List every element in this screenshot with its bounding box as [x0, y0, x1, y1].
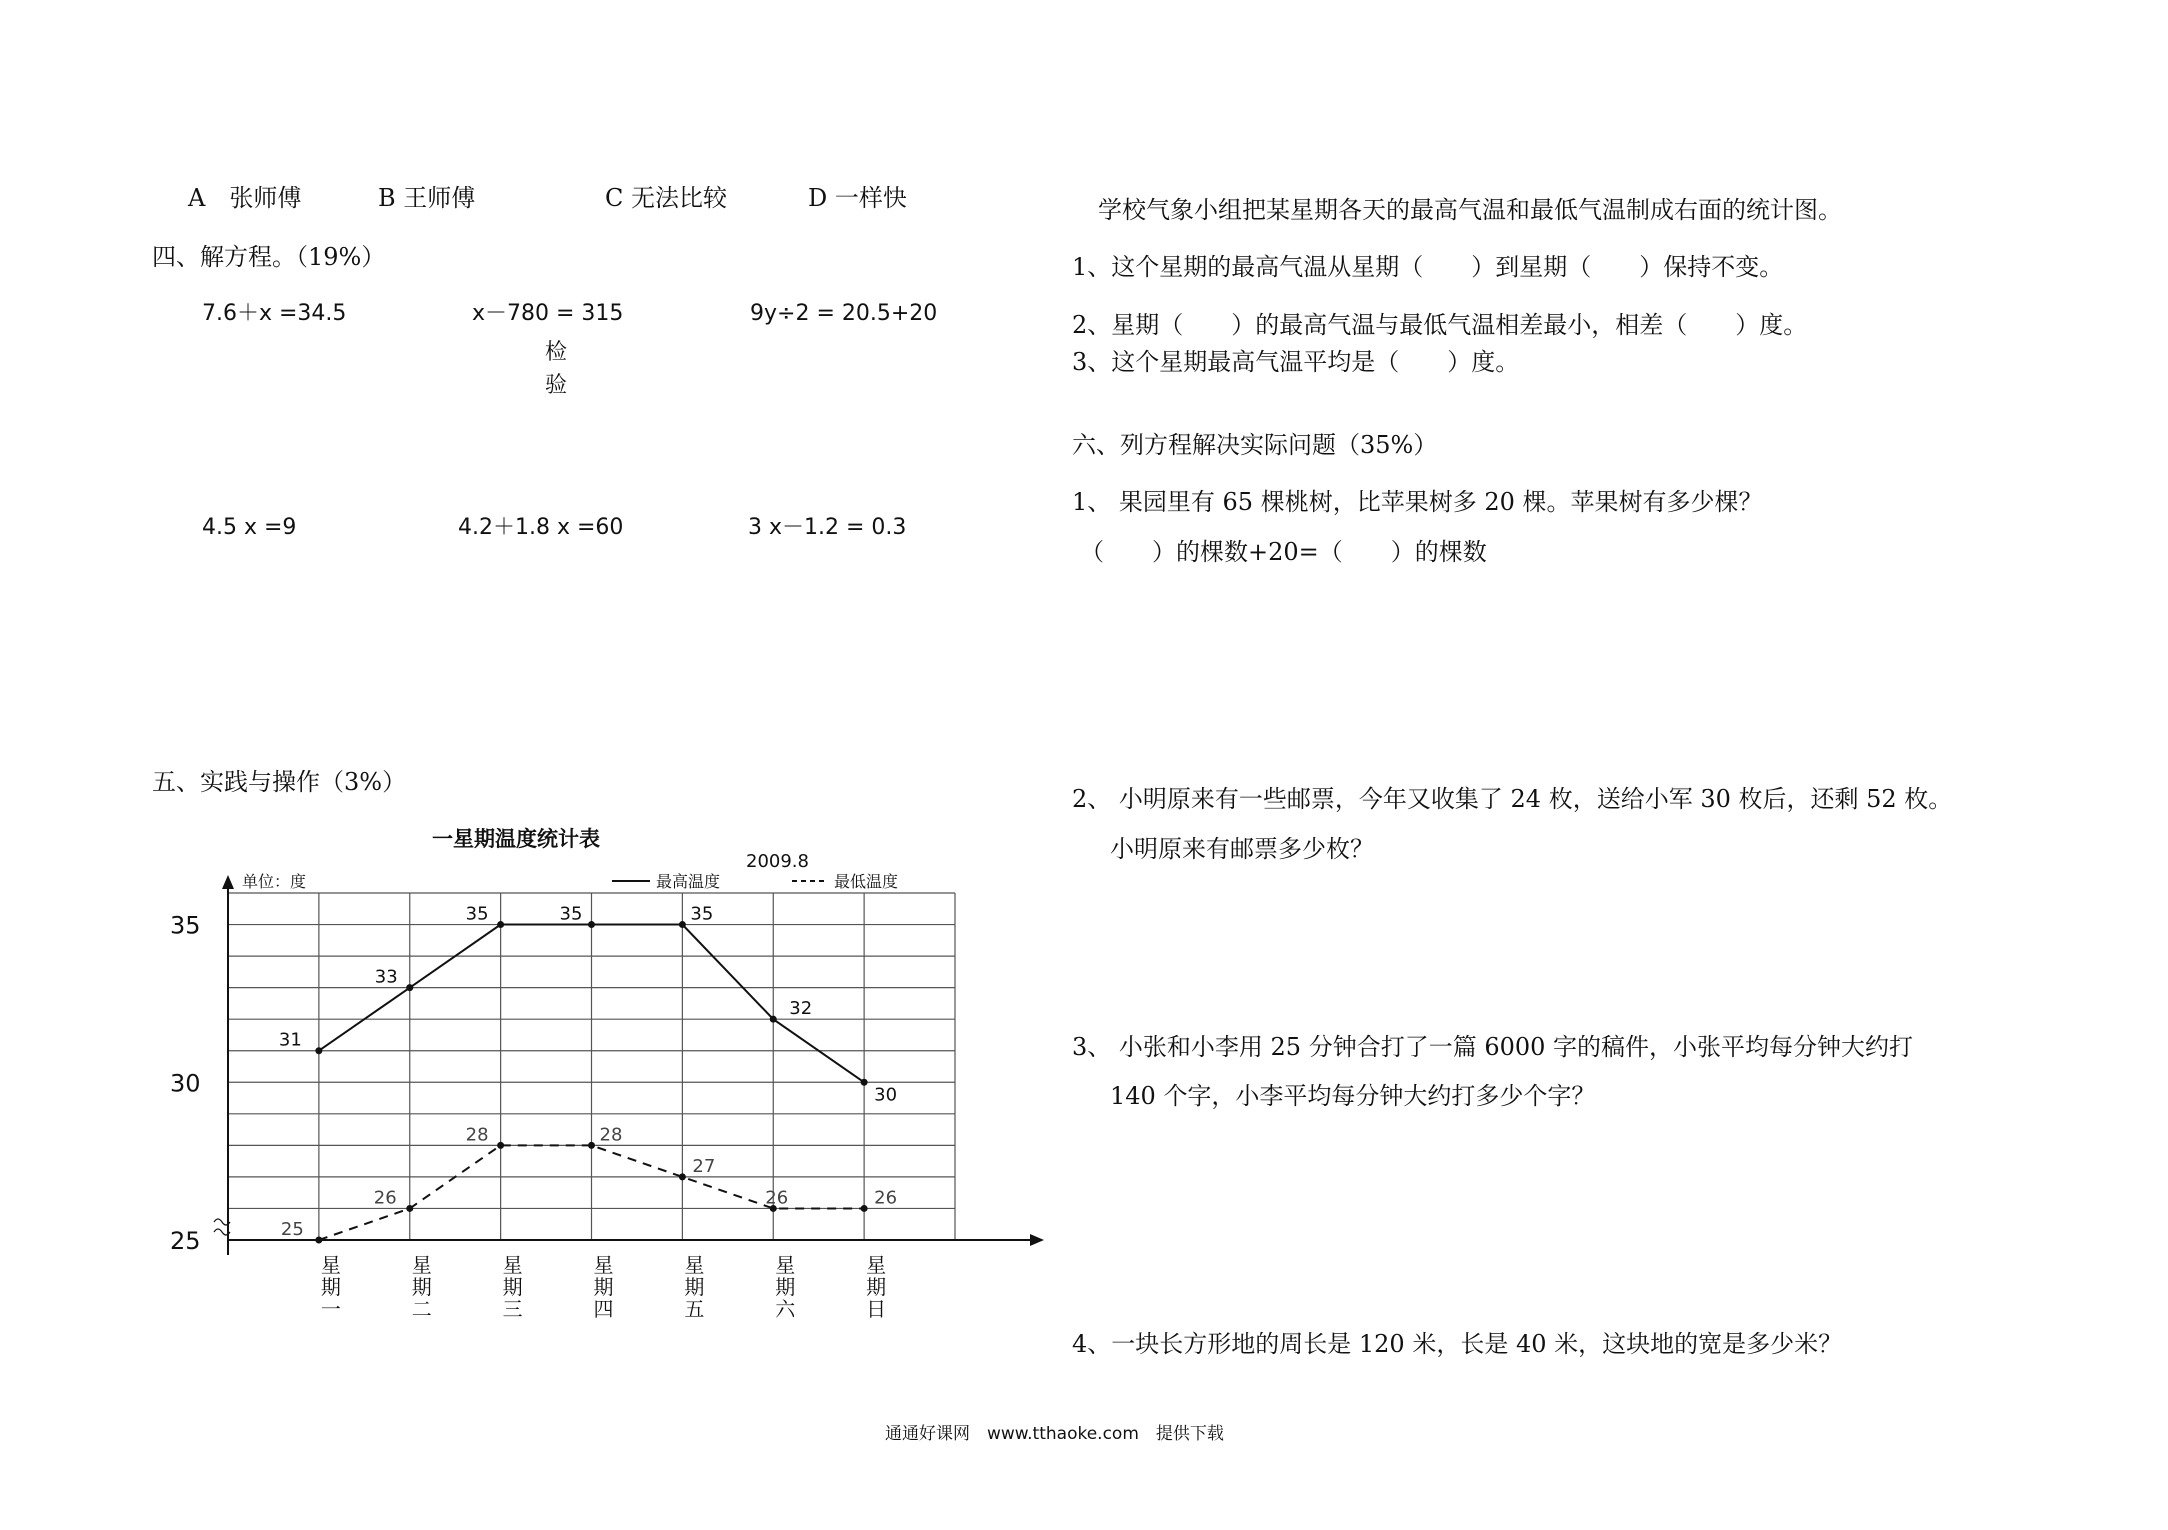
choice-b: B 王师傅 — [378, 184, 476, 212]
y-tick-label: 35 — [170, 911, 201, 940]
check-char-1: 检 — [545, 340, 568, 365]
data-label: 35 — [465, 903, 489, 925]
data-point — [406, 984, 413, 991]
data-label: 26 — [874, 1187, 898, 1209]
x-tick-label: 三 — [502, 1297, 523, 1321]
equation-5: 4.2＋1.8 x =60 — [458, 515, 624, 540]
problem-1-equation: （ ）的棵数+20=（ ）的棵数 — [1080, 538, 1487, 566]
legend-label-low: 最低温度 — [834, 872, 899, 891]
legend-label-high: 最高温度 — [656, 872, 721, 891]
x-tick-label: 星 — [411, 1253, 432, 1277]
problem-4: 4、一块长方形地的周长是 120 米，长是 40 米，这块地的宽是多少米？ — [1072, 1330, 1843, 1358]
x-tick-label: 期 — [411, 1275, 432, 1299]
temperature-line-chart — [160, 815, 1060, 1335]
x-tick-label: 六 — [775, 1297, 796, 1321]
data-point — [679, 1173, 686, 1180]
x-tick-label: 日 — [866, 1297, 887, 1321]
x-axis-arrow — [1030, 1234, 1044, 1246]
data-point — [588, 1142, 595, 1149]
equation-6: 3 x－1.2 = 0.3 — [748, 515, 907, 540]
x-tick-label: 星 — [684, 1253, 705, 1277]
choice-c: C 无法比较 — [605, 184, 727, 212]
x-tick-label: 期 — [866, 1275, 887, 1299]
equation-1: 7.6＋x =34.5 — [202, 301, 347, 326]
problem-1: 1、 果园里有 65 棵桃树，比苹果树多 20 棵。苹果树有多少棵？ — [1072, 488, 1763, 516]
chart-title: 一星期温度统计表 — [432, 827, 600, 851]
data-label: 33 — [374, 966, 398, 988]
choice-a: A 张师傅 — [188, 184, 302, 212]
data-point — [315, 1237, 322, 1244]
x-tick-label: 期 — [684, 1275, 705, 1299]
data-label: 28 — [465, 1124, 489, 1146]
x-tick-label: 四 — [593, 1297, 614, 1321]
data-point — [588, 921, 595, 928]
chart-unit: 单位：度 — [242, 872, 307, 891]
x-tick-label: 期 — [502, 1275, 523, 1299]
data-label: 27 — [692, 1155, 716, 1177]
data-label: 28 — [599, 1124, 623, 1146]
y-tick-label: 25 — [170, 1227, 201, 1255]
problem-2-line-1: 2、 小明原来有一些邮票，今年又收集了 24 枚，送给小军 30 枚后，还剩 52 枚。 — [1072, 785, 1953, 813]
check-char-2: 验 — [545, 373, 568, 398]
section6-title: 六、列方程解决实际问题（35%） — [1072, 431, 1438, 459]
data-label: 25 — [280, 1219, 304, 1240]
data-label: 31 — [278, 1029, 302, 1051]
x-tick-label: 星 — [502, 1253, 523, 1277]
choice-d: D 一样快 — [808, 184, 907, 212]
x-tick-label: 星 — [775, 1253, 796, 1277]
x-tick-label: 期 — [775, 1275, 796, 1299]
x-tick-label: 星 — [866, 1253, 887, 1277]
data-label: 26 — [765, 1187, 789, 1209]
data-label: 30 — [874, 1084, 898, 1106]
x-tick-label: 期 — [593, 1275, 614, 1299]
equation-3: 9y÷2 = 20.5+20 — [750, 301, 938, 326]
x-tick-label: 星 — [320, 1253, 341, 1277]
x-tick-label: 二 — [411, 1297, 432, 1321]
question-3: 3、这个星期最高气温平均是（ ）度。 — [1072, 348, 1520, 376]
equation-4: 4.5 x =9 — [202, 515, 297, 540]
question-1: 1、这个星期的最高气温从星期（ ）到星期（ ）保持不变。 — [1072, 253, 1784, 281]
chart-date: 2009.8 — [746, 851, 809, 872]
data-point — [679, 921, 686, 928]
problem-2-line-2: 小明原来有邮票多少枚？ — [1110, 835, 1374, 863]
data-point — [406, 1205, 413, 1212]
equation-2: x－780 = 315 — [472, 301, 624, 326]
question-2: 2、星期（ ）的最高气温与最低气温相差最小，相差（ ）度。 — [1072, 311, 1808, 339]
data-point — [861, 1205, 868, 1212]
y-axis-arrow — [222, 875, 234, 889]
data-point — [861, 1079, 868, 1086]
x-tick-label: 期 — [320, 1275, 341, 1299]
chart-intro: 学校气象小组把某星期各天的最高气温和最低气温制成右面的统计图。 — [1098, 196, 1842, 224]
data-point — [497, 1142, 504, 1149]
x-tick-label: 一 — [320, 1297, 341, 1321]
data-point — [497, 921, 504, 928]
x-tick-label: 五 — [684, 1297, 705, 1321]
data-label: 35 — [690, 903, 714, 925]
problem-3-line-2: 140 个字，小李平均每分钟大约打多少个字？ — [1110, 1082, 1596, 1110]
data-label: 32 — [789, 998, 813, 1020]
data-label: 26 — [373, 1187, 397, 1209]
y-tick-label: 30 — [170, 1069, 201, 1098]
problem-3-line-1: 3、 小张和小李用 25 分钟合打了一篇 6000 字的稿件，小张平均每分钟大约打 — [1072, 1033, 1914, 1061]
section4-title: 四、解方程。（19%） — [152, 243, 386, 271]
data-label: 35 — [559, 903, 583, 925]
data-point — [315, 1047, 322, 1054]
data-point — [770, 1016, 777, 1023]
x-tick-label: 星 — [593, 1253, 614, 1277]
section5-title: 五、实践与操作（3%） — [152, 768, 407, 796]
footer-text: 通通好课网 www.tthaoke.com 提供下载 — [885, 1424, 1224, 1444]
